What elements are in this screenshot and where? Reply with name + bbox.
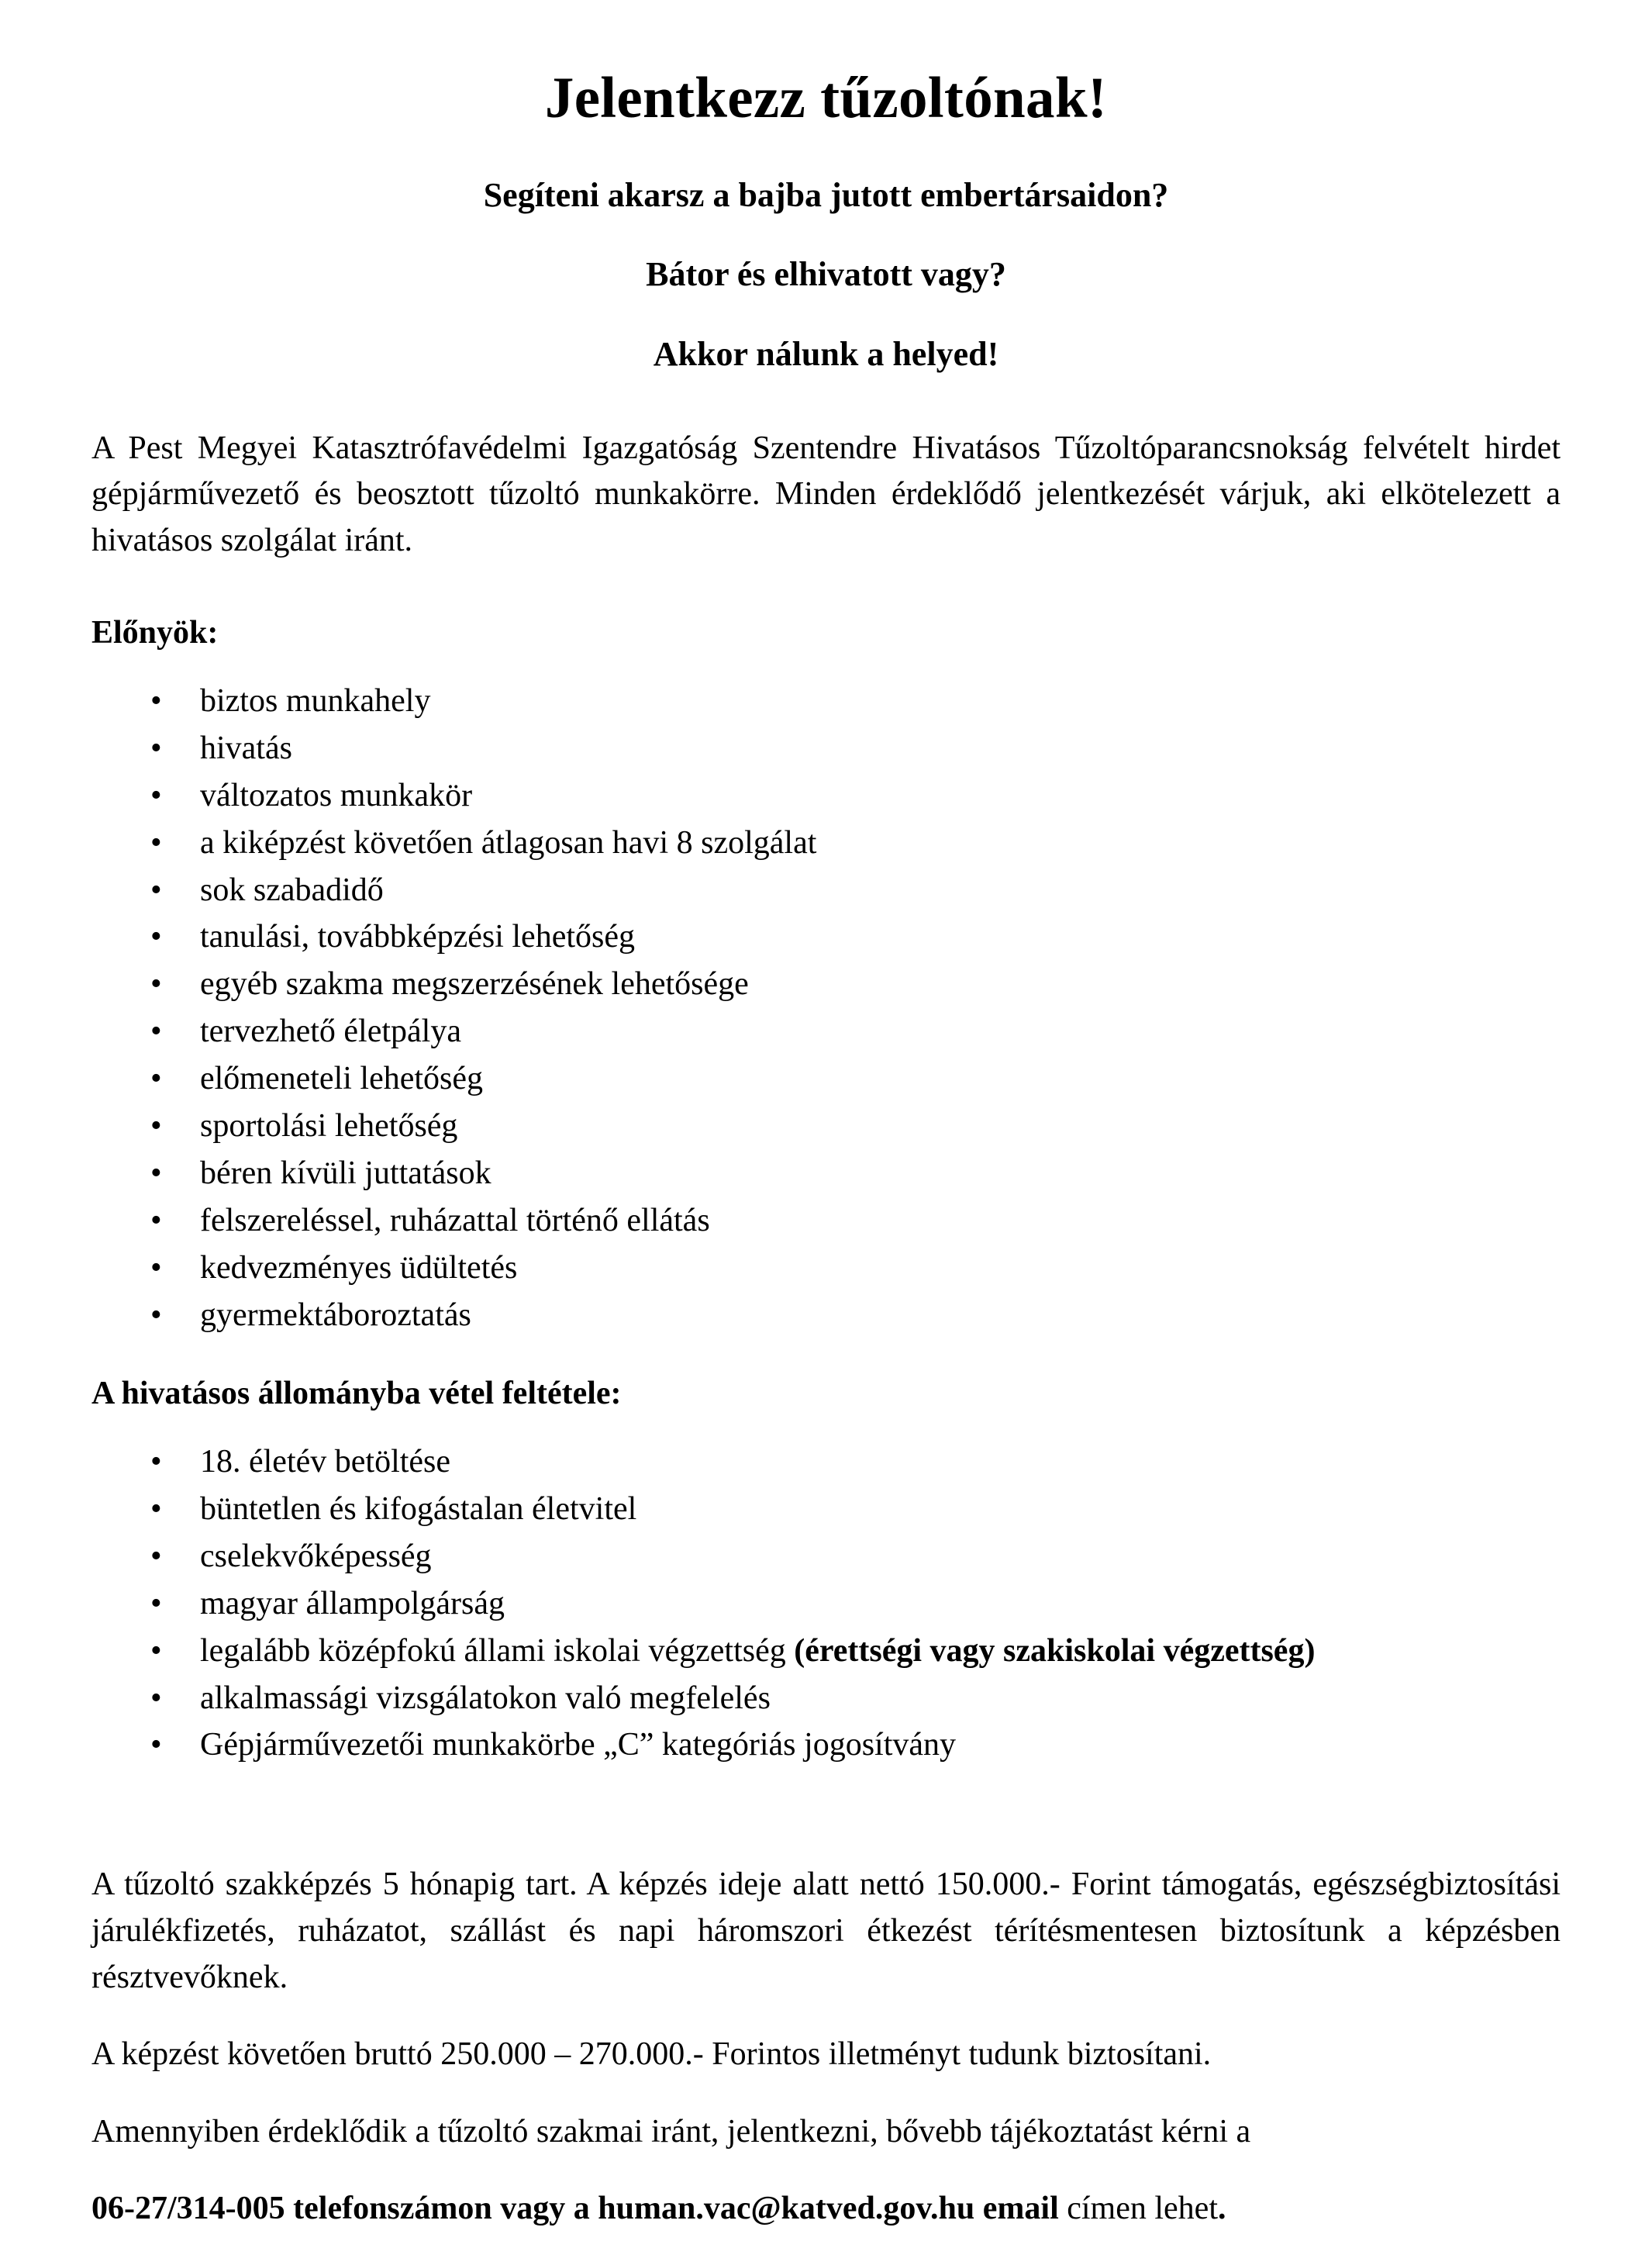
list-item-label: 18. életév betöltése bbox=[200, 1444, 451, 1480]
list-item bbox=[91, 867, 1561, 914]
list-item-label: változatos munkakör bbox=[200, 777, 473, 813]
list-item bbox=[91, 1292, 1561, 1339]
bullet-dot-icon: • bbox=[150, 1727, 162, 1763]
list-item-label: sportolási lehetőség bbox=[200, 1108, 458, 1145]
contact-line-period: . bbox=[1218, 2191, 1226, 2227]
contact-paragraph: Amennyiben érdeklődik a tűzoltó szakmai iránt, jelentkezni, bővebb tájékoztatást kérni a bbox=[91, 2113, 1251, 2150]
list-item-label: tanulási, továbbképzési lehetőség bbox=[200, 919, 635, 955]
benefits-heading: Előnyök: bbox=[91, 615, 219, 651]
list-item bbox=[91, 1533, 1561, 1580]
list-item-label: egyéb szakma megszerzésének lehetősége bbox=[200, 966, 749, 1003]
contact-details-line bbox=[91, 2155, 1561, 2232]
bullet-dot-icon: • bbox=[150, 1444, 162, 1480]
list-item-label: előmeneteli lehetőség bbox=[200, 1061, 484, 1097]
bullet-dot-icon: • bbox=[150, 1155, 162, 1191]
subheading-2: Bátor és elhivatott vagy? bbox=[646, 255, 1006, 294]
bullet-dot-icon: • bbox=[150, 730, 162, 766]
list-item bbox=[91, 1486, 1561, 1533]
contact-phone-email-bold: 06-27/314-005 telefonszámon vagy a human.vac@katved.gov.hu email bbox=[91, 2191, 1059, 2227]
list-item bbox=[91, 1580, 1561, 1628]
intro-paragraph: A Pest Megyei Katasztrófavédelmi Igazgatóság Szentendre Hivatásos Tűzoltóparancsnokság felvételt hirdet gépjárművezető és beosztott tűzoltó munkakörre. Minden érdeklődő jelentkezését várjuk, aki elkötelezett a hivatásos szolgálat iránt. bbox=[91, 430, 1561, 558]
subheading-3: Akkor nálunk a helyed! bbox=[653, 334, 999, 373]
list-item bbox=[91, 1438, 1561, 1486]
bullet-dot-icon: • bbox=[150, 1585, 162, 1621]
list-item bbox=[91, 678, 1561, 725]
list-item bbox=[91, 1721, 1561, 1769]
bullet-dot-icon: • bbox=[150, 1680, 162, 1716]
list-item bbox=[91, 1103, 1561, 1150]
bullet-dot-icon: • bbox=[150, 1013, 162, 1050]
list-item-label: büntetlen és kifogástalan életvitel bbox=[200, 1490, 637, 1527]
bullet-dot-icon: • bbox=[150, 1538, 162, 1574]
list-item-label: hivatás bbox=[200, 730, 292, 766]
bullet-dot-icon: • bbox=[150, 1108, 162, 1145]
list-item bbox=[91, 772, 1561, 820]
list-item-label: Gépjárművezetői munkakörbe „C” kategóriás jogosítvány bbox=[200, 1727, 957, 1763]
requirements-heading: A hivatásos állományba vétel feltétele: bbox=[91, 1376, 622, 1412]
bullet-dot-icon: • bbox=[150, 824, 162, 861]
list-item-label: béren kívüli juttatások bbox=[200, 1155, 491, 1191]
bullet-dot-icon: • bbox=[150, 1202, 162, 1238]
list-item bbox=[91, 1675, 1561, 1722]
bullet-dot-icon: • bbox=[150, 777, 162, 813]
list-item bbox=[91, 1628, 1561, 1675]
requirements-list bbox=[91, 1438, 1561, 1769]
list-item-label: kedvezményes üdültetés bbox=[200, 1249, 518, 1286]
page-title: Jelentkezz tűzoltónak! bbox=[544, 66, 1108, 130]
bullet-dot-icon: • bbox=[150, 1297, 162, 1333]
list-item bbox=[91, 1008, 1561, 1055]
bullet-dot-icon: • bbox=[150, 919, 162, 955]
list-item-label: alkalmassági vizsgálatokon való megfelelés bbox=[200, 1680, 771, 1716]
training-paragraph: A tűzoltó szakképzés 5 hónapig tart. A képzés ideje alatt nettó 150.000.- Forint támogatás, egészségbiztosítási járulékfizetés, ruházatot, szállást és napi háromszori étkezést térítésmentesen biztosítunk a képzésben résztvevőknek. bbox=[91, 1866, 1561, 1995]
list-item-label: biztos munkahely bbox=[200, 683, 431, 719]
bullet-dot-icon: • bbox=[150, 1249, 162, 1286]
list-item bbox=[91, 1197, 1561, 1245]
list-item bbox=[91, 961, 1561, 1008]
list-item bbox=[91, 1150, 1561, 1197]
bullet-dot-icon: • bbox=[150, 1061, 162, 1097]
list-item bbox=[91, 913, 1561, 961]
bullet-dot-icon: • bbox=[150, 1490, 162, 1527]
list-item-label: gyermektáboroztatás bbox=[200, 1297, 471, 1333]
section-spacer bbox=[91, 1769, 1561, 1862]
list-item-label: tervezhető életpálya bbox=[200, 1013, 461, 1050]
list-item-label: legalább középfokú állami iskolai végzettség bbox=[200, 1632, 795, 1669]
salary-paragraph: A képzést követően bruttó 250.000 – 270.000.- Forintos illetményt tudunk biztosítani. bbox=[91, 2036, 1212, 2073]
bullet-dot-icon: • bbox=[150, 683, 162, 719]
list-item-label: sok szabadidő bbox=[200, 872, 384, 908]
list-item-label: felszereléssel, ruházattal történő ellátás bbox=[200, 1202, 710, 1238]
list-item bbox=[91, 1055, 1561, 1103]
bullet-dot-icon: • bbox=[150, 872, 162, 908]
list-item-label: cselekvőképesség bbox=[200, 1538, 432, 1574]
list-item bbox=[91, 1245, 1561, 1292]
list-item bbox=[91, 820, 1561, 867]
benefits-list bbox=[91, 678, 1561, 1338]
list-item-label: magyar állampolgárság bbox=[200, 1585, 505, 1621]
list-item-emphasis: (érettségi vagy szakiskolai végzettség) bbox=[794, 1632, 1316, 1669]
bullet-dot-icon: • bbox=[150, 1632, 162, 1669]
list-item-label: a kiképzést követően átlagosan havi 8 szolgálat bbox=[200, 824, 817, 861]
contact-line-regular: címen lehet bbox=[1058, 2191, 1218, 2227]
list-item bbox=[91, 725, 1561, 772]
subheading-1: Segíteni akarsz a bajba jutott embertársaidon? bbox=[483, 175, 1169, 214]
bullet-dot-icon: • bbox=[150, 966, 162, 1003]
